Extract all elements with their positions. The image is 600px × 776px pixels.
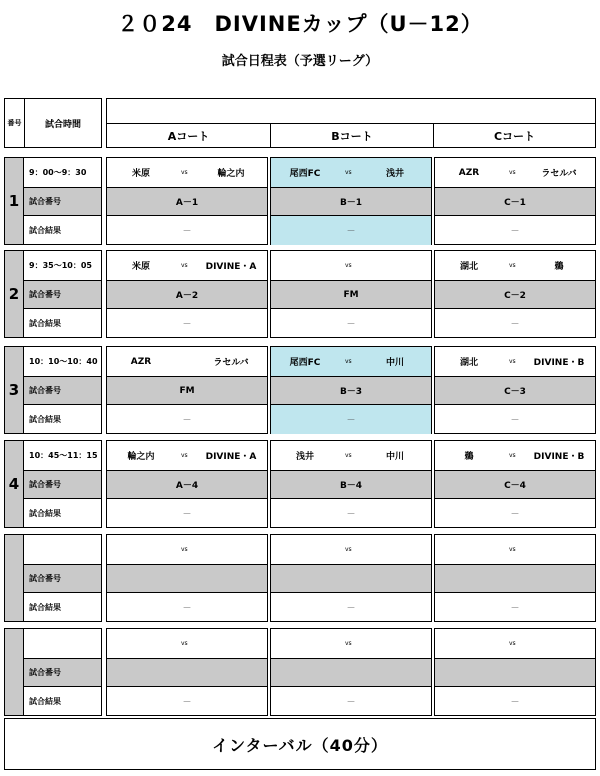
block-number: 1 — [5, 158, 24, 244]
block-time: 9：35～10：05 — [29, 261, 92, 270]
vs-label: vs — [509, 262, 516, 269]
team-away: 浅井 — [385, 169, 404, 179]
match-number — [271, 658, 431, 687]
court-cell-a — [106, 250, 268, 338]
match-number: A－2 — [107, 280, 267, 309]
matchup-row — [271, 158, 431, 187]
match-result: － — [510, 510, 520, 520]
court-cell-a — [106, 157, 268, 245]
match-number-label: 試合番号 — [24, 280, 101, 309]
team-home: 浅井 — [295, 452, 314, 462]
matchup-row — [271, 629, 431, 658]
match-result-label: 試合結果 — [29, 697, 61, 706]
team-away: DIVINE・A — [205, 262, 257, 272]
match-number — [435, 564, 595, 593]
team-away: DIVINE・B — [533, 452, 585, 462]
team-home: 湖北 — [459, 358, 478, 368]
block-number: 2 — [5, 251, 24, 337]
block-time — [24, 629, 101, 658]
court-cell-c — [434, 534, 596, 622]
match-result: － — [182, 510, 192, 520]
vs-label: vs — [345, 452, 352, 459]
matchup-row — [435, 629, 595, 658]
team-home: 湖北 — [459, 262, 478, 272]
match-result: － — [346, 604, 356, 614]
block-label-panel — [4, 346, 102, 434]
court-cell-c — [434, 440, 596, 528]
team-home: 尾西FC — [289, 169, 321, 179]
team-away: 中川 — [385, 358, 404, 368]
match-result: － — [182, 604, 192, 614]
block-label-panel — [4, 157, 102, 245]
matchup-row — [107, 347, 267, 376]
team-home: AZR — [458, 167, 480, 178]
match-number: C－1 — [435, 187, 595, 216]
match-result: － — [510, 416, 520, 426]
court-cell-b — [270, 157, 432, 245]
header-number-label: 番号 — [5, 99, 25, 147]
team-home: 尾西FC — [289, 358, 321, 368]
matchup-row — [107, 158, 267, 187]
match-result: － — [182, 320, 192, 330]
match-result-label: 試合結果 — [29, 603, 61, 612]
court-cell-b — [270, 628, 432, 716]
vs-label: vs — [345, 169, 352, 176]
match-result-label: 試合結果 — [29, 319, 61, 328]
match-number — [107, 564, 267, 593]
team-away: DIVINE・B — [533, 358, 585, 368]
header-left — [4, 98, 102, 148]
match-result-label: 試合結果 — [29, 415, 61, 424]
vs-label: vs — [509, 640, 516, 647]
match-number: C－2 — [435, 280, 595, 309]
match-number: A－1 — [107, 187, 267, 216]
vs-label: vs — [181, 546, 188, 553]
team-home: 米原 — [131, 262, 150, 272]
match-result: － — [271, 405, 431, 434]
team-home: 米原 — [131, 169, 150, 179]
match-number — [271, 564, 431, 593]
team-home: AZR — [130, 356, 152, 367]
team-away: 中川 — [385, 452, 404, 462]
block-number: 4 — [5, 441, 24, 527]
match-result: － — [346, 320, 356, 330]
vs-label: vs — [181, 640, 188, 647]
court-cell-a — [106, 440, 268, 528]
court-c-header: Cコート — [433, 123, 595, 147]
matchup-row — [435, 535, 595, 564]
vs-label: vs — [509, 169, 516, 176]
match-number: B－1 — [271, 187, 431, 216]
interval-box: インターバル（40分） — [4, 718, 596, 770]
match-number-label: 試合番号 — [24, 470, 101, 499]
vs-label: vs — [181, 169, 188, 176]
header-courts — [106, 98, 596, 148]
match-number-label: 試合番号 — [24, 187, 101, 216]
block-number — [5, 629, 24, 715]
matchup-row — [271, 347, 431, 376]
match-number — [107, 658, 267, 687]
match-number: C－3 — [435, 376, 595, 405]
court-a-header: Aコート — [107, 123, 270, 147]
match-result: － — [271, 216, 431, 245]
header-time-label: 試合時間 — [44, 119, 81, 130]
court-cell-b — [270, 346, 432, 434]
match-result: － — [182, 227, 192, 237]
match-number: B－3 — [271, 376, 431, 405]
court-cell-c — [434, 628, 596, 716]
matchup-row — [107, 441, 267, 470]
court-cell-b — [270, 440, 432, 528]
team-away: ラセルバ — [213, 358, 249, 368]
block-number: 3 — [5, 347, 24, 433]
matchup-row — [107, 535, 267, 564]
vs-label: vs — [509, 358, 516, 365]
match-result: － — [510, 320, 520, 330]
vs-label: vs — [345, 358, 352, 365]
matchup-row — [435, 347, 595, 376]
court-cell-b — [270, 250, 432, 338]
match-result-label: 試合結果 — [29, 509, 61, 518]
block-label-panel — [4, 534, 102, 622]
team-away: 輪之内 — [217, 169, 245, 179]
match-number-label: 試合番号 — [24, 376, 101, 405]
match-number: B－4 — [271, 470, 431, 499]
court-cell-c — [434, 157, 596, 245]
match-number — [435, 658, 595, 687]
block-number — [5, 535, 24, 621]
court-cell-c — [434, 250, 596, 338]
match-result-label: 試合結果 — [29, 226, 61, 235]
vs-label: vs — [345, 262, 352, 269]
vs-label: vs — [181, 262, 188, 269]
block-time — [24, 535, 101, 564]
match-result: － — [510, 227, 520, 237]
page-subtitle: 試合日程表（予選リーグ） — [221, 54, 379, 69]
matchup-row — [107, 251, 267, 280]
matchup-row — [435, 158, 595, 187]
court-cell-a — [106, 346, 268, 434]
page-title: ２０24 DIVINEカップ（U－12） — [117, 12, 483, 36]
vs-label: vs — [509, 546, 516, 553]
block-time: 10：10～10：40 — [29, 357, 98, 366]
match-number-label: 試合番号 — [24, 564, 101, 593]
vs-label: vs — [509, 452, 516, 459]
match-number-label: 試合番号 — [24, 658, 101, 687]
court-b-header: Bコート — [270, 123, 433, 147]
team-away: ラセルバ — [541, 169, 577, 179]
match-number: C－4 — [435, 470, 595, 499]
match-number: FM — [271, 280, 431, 309]
matchup-row — [435, 441, 595, 470]
match-result: － — [510, 698, 520, 708]
match-result: － — [182, 416, 192, 426]
vs-label: vs — [345, 640, 352, 647]
match-number: FM — [107, 376, 267, 405]
block-label-panel — [4, 440, 102, 528]
court-cell-a — [106, 628, 268, 716]
matchup-row — [271, 251, 431, 280]
team-away: DIVINE・A — [205, 452, 257, 462]
vs-label: vs — [345, 546, 352, 553]
block-time: 9：00～9：30 — [29, 168, 87, 177]
court-cell-a — [106, 534, 268, 622]
matchup-row — [435, 251, 595, 280]
match-result: － — [182, 698, 192, 708]
match-number: A－4 — [107, 470, 267, 499]
team-home: 鵜 — [464, 452, 474, 462]
vs-label: vs — [181, 452, 188, 459]
court-cell-b — [270, 534, 432, 622]
match-result: － — [346, 510, 356, 520]
block-label-panel — [4, 628, 102, 716]
matchup-row — [107, 629, 267, 658]
match-result: － — [510, 604, 520, 614]
team-home: 輪之内 — [127, 452, 155, 462]
match-result: － — [346, 698, 356, 708]
block-time: 10：45～11：15 — [29, 451, 98, 460]
matchup-row — [271, 535, 431, 564]
block-label-panel — [4, 250, 102, 338]
team-away: 鵜 — [554, 262, 564, 272]
matchup-row — [271, 441, 431, 470]
court-cell-c — [434, 346, 596, 434]
